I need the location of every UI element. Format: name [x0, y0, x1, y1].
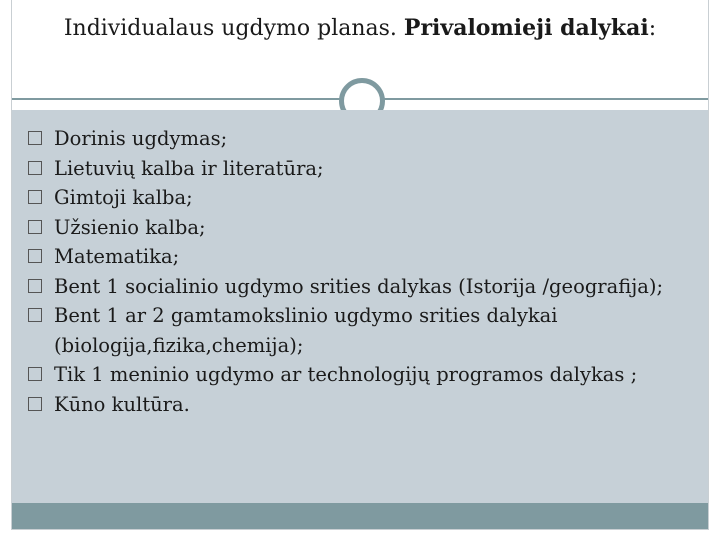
bullet-text: Lietuvių kalba ir literatūra;	[54, 156, 324, 180]
bullet-item	[28, 390, 708, 420]
title-bold: Privalomieji dalykai	[403, 15, 649, 41]
checkbox-icon	[28, 161, 42, 175]
checkbox-icon	[28, 131, 42, 145]
bullet-item	[28, 360, 708, 390]
bullet-text: Gimtoji kalba;	[54, 186, 193, 209]
checkbox-icon	[28, 397, 42, 411]
bottom-bar	[12, 503, 708, 529]
bullet-item	[28, 154, 708, 184]
bullet-text: Užsienio kalba;	[54, 215, 206, 239]
bullet-item	[28, 183, 708, 213]
checkbox-icon	[28, 279, 42, 293]
title-suffix: :	[648, 16, 657, 41]
bullet-text: Tik 1 meninio ugdymo ar technologijų programos dalykas ;	[54, 363, 638, 386]
checkbox-icon	[28, 190, 42, 204]
title-prefix: Individualaus ugdymo planas.	[63, 16, 397, 41]
checkbox-icon	[28, 220, 42, 234]
checkbox-icon	[28, 367, 42, 381]
slide-title	[12, 15, 708, 41]
bullet-item	[28, 272, 708, 302]
bullet-item	[28, 124, 708, 154]
bullet-text: Dorinis ugdymas;	[54, 127, 228, 150]
bullet-item	[28, 242, 708, 272]
checkbox-icon	[28, 249, 42, 263]
bullet-item	[28, 213, 708, 243]
checkbox-icon	[28, 308, 42, 322]
bullet-text: Matematika;	[54, 245, 180, 268]
bullet-item	[28, 301, 708, 360]
bullet-text: Bent 1 socialinio ugdymo srities dalykas (Istorija /geografija);	[54, 274, 664, 298]
bullet-text: Kūno kultūra.	[54, 392, 190, 416]
bullet-text: Bent 1 ar 2 gamtamokslinio ugdymo srities dalykai (biologija,fizika,chemija);	[54, 304, 558, 357]
bullet-list	[28, 124, 708, 419]
